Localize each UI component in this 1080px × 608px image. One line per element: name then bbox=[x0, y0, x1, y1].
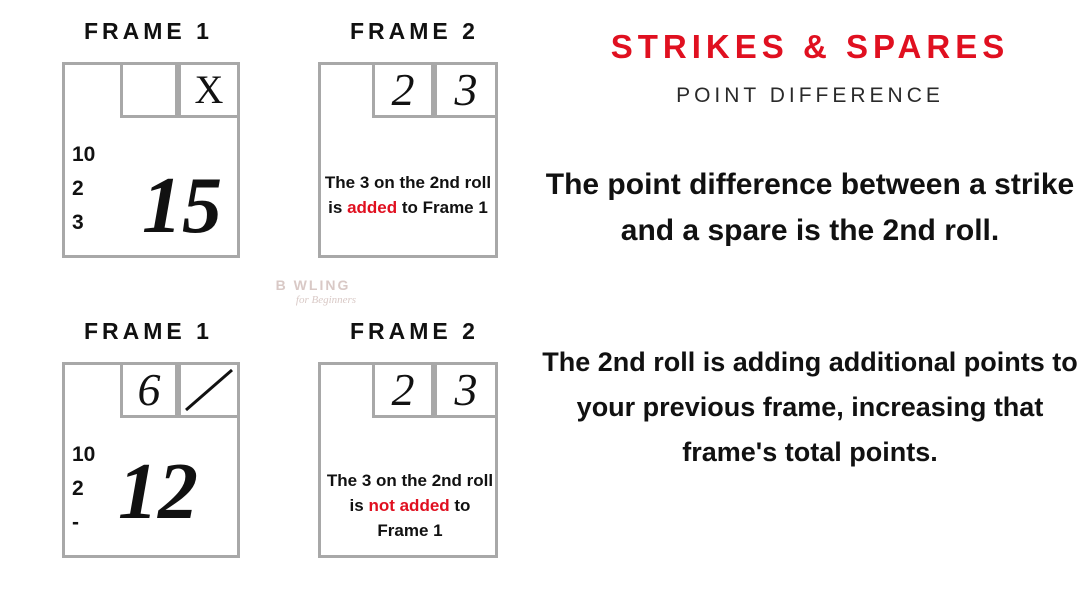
spare-caption bbox=[322, 468, 498, 543]
pinfall-value: 10 bbox=[72, 443, 96, 466]
pinfall-value: - bbox=[72, 511, 79, 534]
paragraph-one: The point difference between a strike and a spare is the 2nd roll. bbox=[545, 168, 1075, 247]
caption-highlight: added bbox=[347, 198, 398, 217]
strike-caption bbox=[320, 170, 496, 220]
pinfall-value: 3 bbox=[72, 211, 84, 234]
paragraph-two: The 2nd roll is adding additional points to your previous frame, increasing that frame's total points. bbox=[542, 347, 1078, 467]
watermark-line1: B WLING bbox=[275, 277, 351, 293]
caption-before: The 3 on the 2nd roll is bbox=[326, 471, 494, 515]
caption-highlight: not added bbox=[368, 496, 450, 515]
spare-frame2-roll1 bbox=[372, 362, 434, 418]
caption-after: to Frame 1 bbox=[397, 198, 488, 217]
spare-frame1-roll1 bbox=[120, 362, 178, 418]
page-subtitle: POINT DIFFERENCE bbox=[676, 84, 944, 107]
strike-frame2-roll2 bbox=[434, 62, 498, 118]
frame2-title: FRAME 2 bbox=[350, 18, 479, 44]
strike-frame1-pinfall bbox=[72, 138, 95, 240]
strike-frame1-total: 15 bbox=[142, 162, 222, 250]
spare-frame1-roll1-value: 6 bbox=[137, 364, 161, 415]
watermark bbox=[258, 278, 368, 307]
caption-after: to Frame 1 bbox=[377, 496, 471, 540]
spare-frame2-roll2 bbox=[434, 362, 498, 418]
spare-frame2-roll1-value: 2 bbox=[391, 364, 415, 415]
frame1-title: FRAME 1 bbox=[84, 18, 213, 44]
page-title: STRIKES & SPARES bbox=[610, 28, 1010, 65]
strike-frame1-roll1 bbox=[120, 62, 178, 118]
text-panel bbox=[540, 0, 1080, 608]
spare-frame2-roll2-value: 3 bbox=[454, 364, 478, 415]
pinfall-value: 2 bbox=[72, 177, 84, 200]
watermark-line2: for Beginners bbox=[295, 294, 357, 306]
strike-frame2-roll1-value: 2 bbox=[391, 64, 415, 115]
strike-frame2-roll1 bbox=[372, 62, 434, 118]
strike-frame2-roll2-value: 3 bbox=[454, 64, 478, 115]
spare-frame1-roll2 bbox=[178, 362, 240, 418]
strike-frame1-roll2 bbox=[178, 62, 240, 118]
spare-frame1-total: 12 bbox=[118, 448, 198, 536]
spare-frame1-title: FRAME 1 bbox=[84, 318, 213, 344]
pinfall-value: 10 bbox=[72, 143, 96, 166]
pinfall-value: 2 bbox=[72, 477, 84, 500]
spare-frame2-title: FRAME 2 bbox=[350, 318, 479, 344]
strike-frame1-roll2-value: X bbox=[194, 67, 224, 112]
spare-frame1-pinfall bbox=[72, 438, 95, 540]
caption-before: The 3 on the 2nd roll is bbox=[324, 173, 492, 217]
